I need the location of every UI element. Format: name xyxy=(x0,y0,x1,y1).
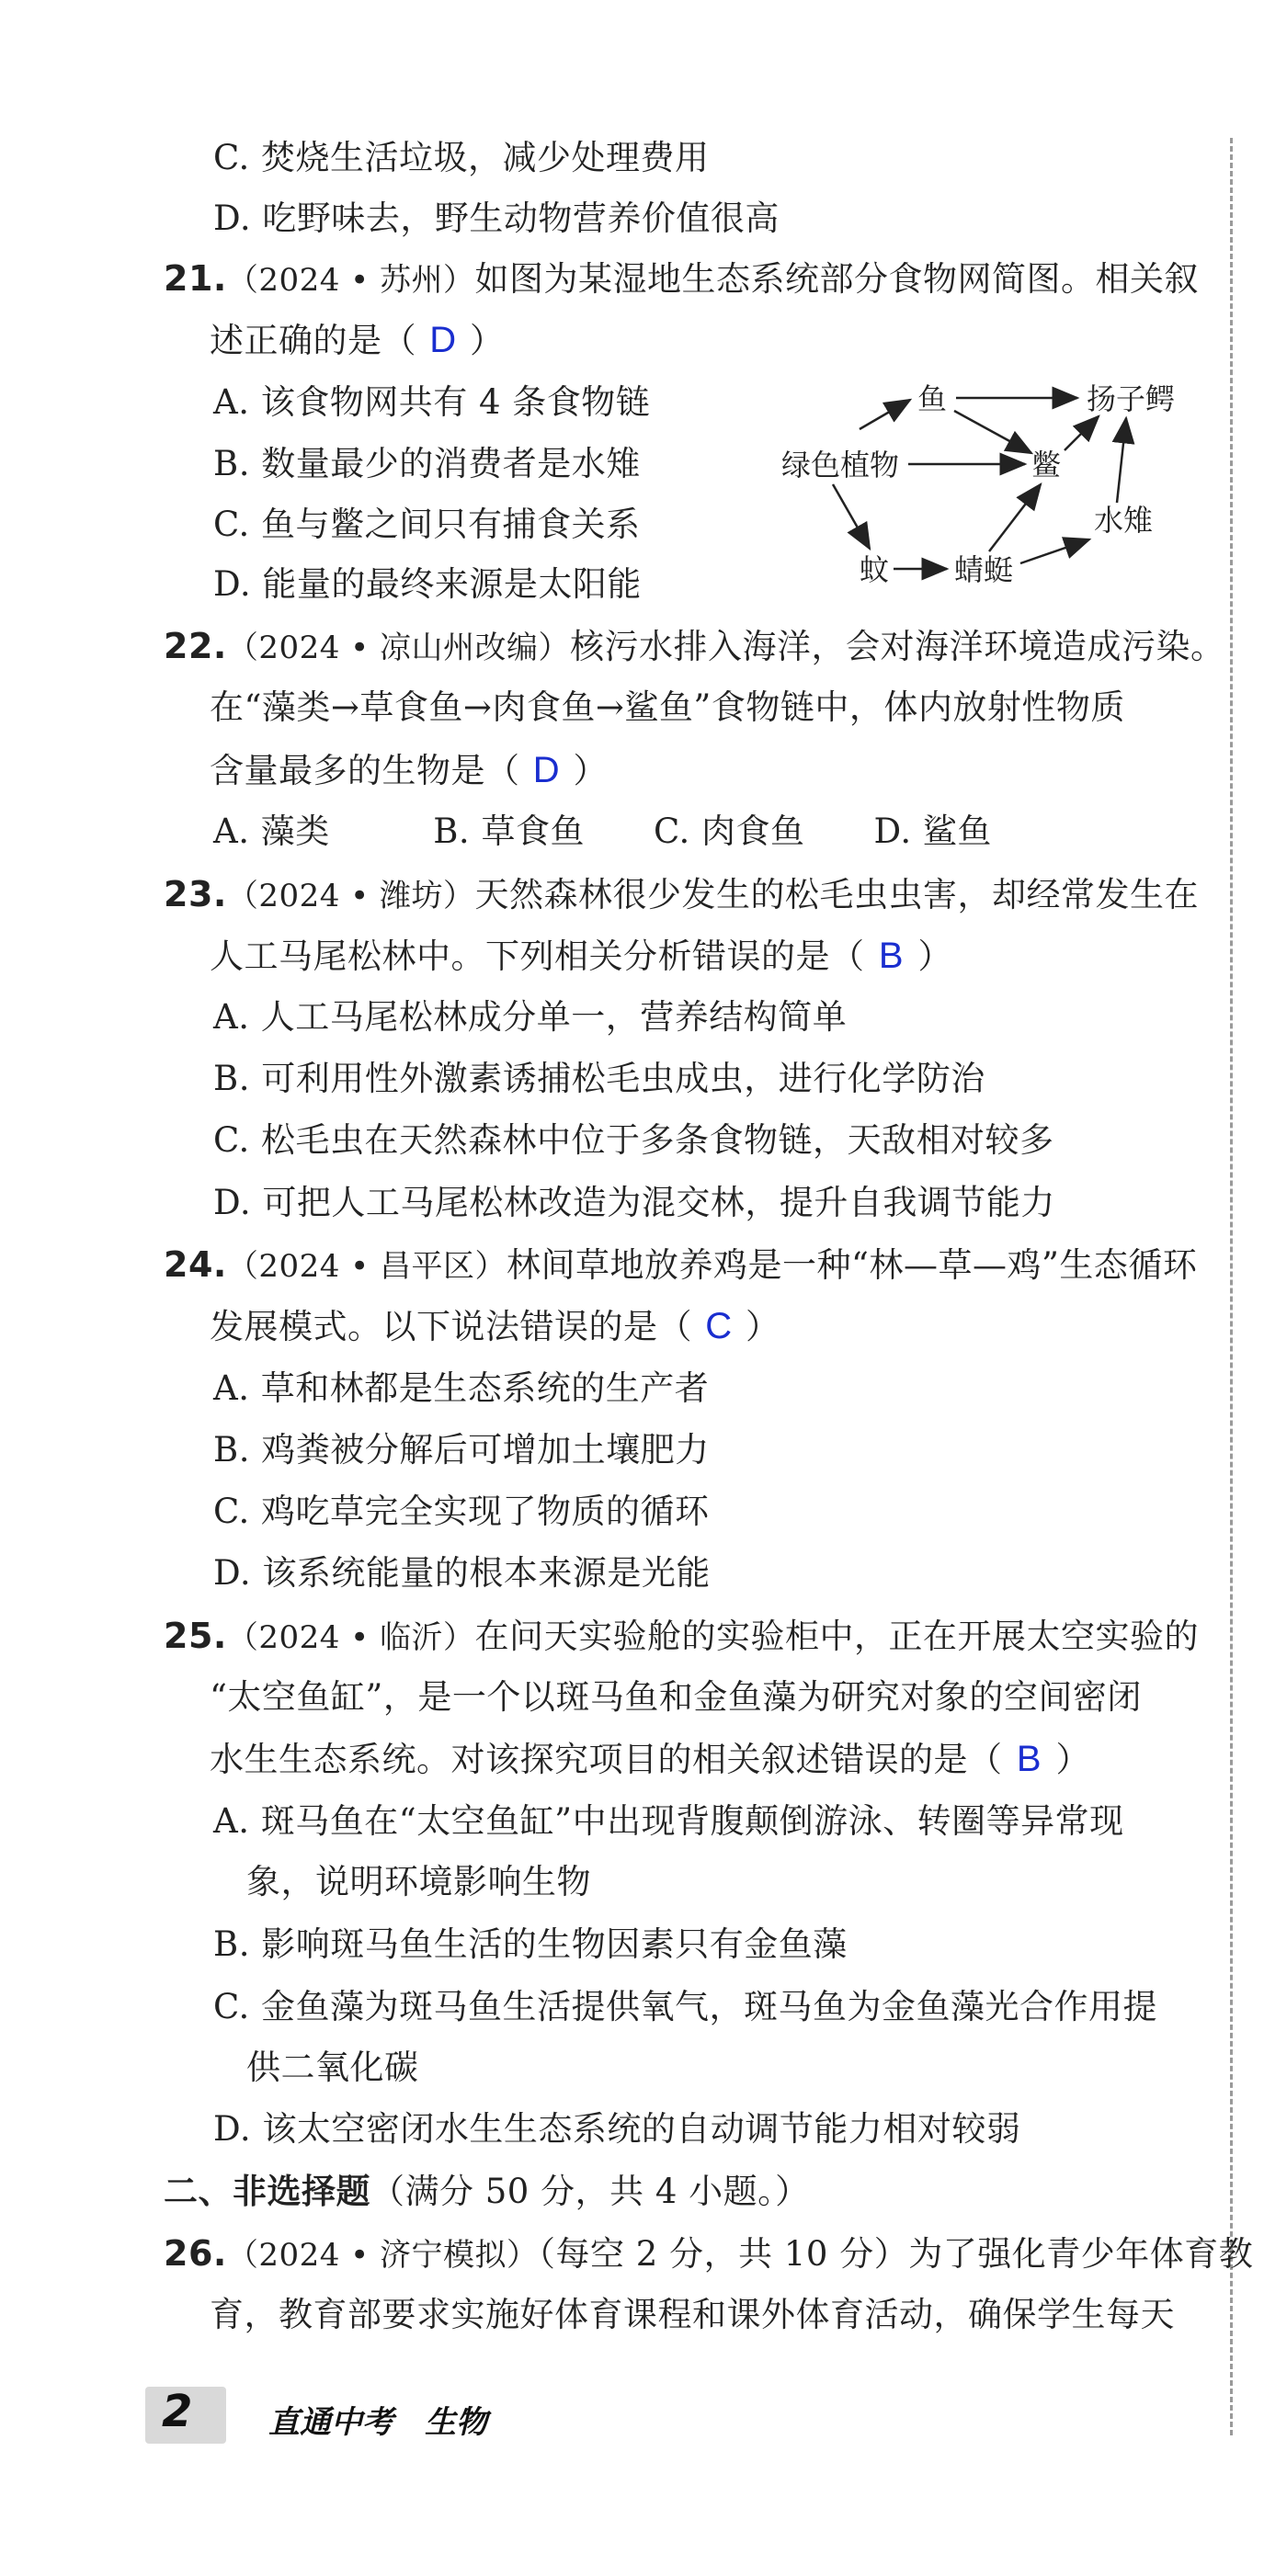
node-turtle: 鳖 xyxy=(1031,448,1062,482)
question-stem-line xyxy=(164,624,1225,670)
line-text: B. 数量最少的消费者是水雉 xyxy=(213,444,641,483)
text-line xyxy=(213,1985,1157,2029)
text-line xyxy=(213,1367,709,1411)
arrow-dragonfly-jacana xyxy=(1020,539,1089,563)
line-text: “太空鱼缸”，是一个以斑马鱼和金鱼藻为研究对象的空间密闭 xyxy=(210,1677,1142,1717)
text-line xyxy=(210,1675,1142,1719)
line-text: B. 影响斑马鱼生活的生物因素只有金鱼藻 xyxy=(213,1924,848,1964)
line-text: D. 该系统能量的根本来源是光能 xyxy=(213,1553,711,1593)
text-line xyxy=(213,442,641,486)
question-number: 22. xyxy=(164,626,227,666)
text-line xyxy=(213,810,992,854)
line-text: 育，教育部要求实施好体育课程和课外体育活动，确保学生每天 xyxy=(210,2295,1175,2334)
text-line xyxy=(213,136,710,180)
text-line xyxy=(213,197,780,241)
line-text: C. 鸡吃草完全实现了物质的循环 xyxy=(213,1492,710,1531)
text-line xyxy=(210,2293,1175,2337)
question-source: （2024 • 临沂） xyxy=(226,1619,475,1656)
line-text: 述正确的是（ xyxy=(210,321,416,360)
text-line xyxy=(213,380,650,425)
line-text: 在“藻类→草食鱼→肉食鱼→鲨鱼”食物链中，体内放射性物质 xyxy=(210,687,1125,727)
line-text: 核污水排入海洋，会对海洋环境造成污染。 xyxy=(570,627,1225,666)
text-line xyxy=(210,1304,780,1349)
handwritten-answer: C xyxy=(705,1306,733,1346)
line-text: D. 吃野味去，野生动物营养价值很高 xyxy=(213,199,780,238)
line-text: B. 鸡粪被分解后可增加土壤肥力 xyxy=(213,1430,710,1470)
question-number: 21. xyxy=(164,258,227,299)
question-source: （2024 • 潍坊） xyxy=(226,878,475,914)
page-number: 2 xyxy=(162,2386,193,2437)
text-line xyxy=(213,1551,711,1595)
food-web-diagram xyxy=(772,372,1232,611)
line-text: D. 该太空密闭水生生态系统的自动调节能力相对较弱 xyxy=(213,2109,1021,2149)
question-number: 26. xyxy=(164,2233,227,2274)
question-number: 24. xyxy=(164,1244,227,1285)
handwritten-answer: D xyxy=(532,750,561,790)
text-line xyxy=(210,748,608,793)
text-line xyxy=(210,1737,1090,1782)
text-line xyxy=(213,503,641,547)
line-text: 含量最多的生物是（ xyxy=(210,751,520,790)
line-text-end: ） xyxy=(470,321,505,360)
text-line xyxy=(213,1799,1124,1844)
text-line xyxy=(213,1181,1055,1225)
arrow-turtle-alligator xyxy=(1065,416,1099,450)
line-text: C. 鱼与鳖之间只有捕食关系 xyxy=(213,505,641,544)
line-text: D. 可把人工马尾松林改造为混交林，提升自我调节能力 xyxy=(213,1183,1055,1222)
line-text: C. 金鱼藻为斑马鱼生活提供氧气，斑马鱼为金鱼藻光合作用提 xyxy=(213,1987,1158,2026)
node-plants: 绿色植物 xyxy=(781,448,900,482)
line-text-end: ） xyxy=(1055,1740,1090,1779)
text-line xyxy=(213,1118,1054,1163)
question-stem-line xyxy=(164,1614,1199,1660)
line-text-end: ） xyxy=(746,1307,780,1346)
text-line xyxy=(213,995,847,1039)
question-source: （2024 • 凉山州改编） xyxy=(226,630,571,666)
question-source: （2024 • 苏州） xyxy=(226,262,475,299)
text-line xyxy=(213,562,642,607)
line-text: 在问天实验舱的实验柜中，正在开展太空实验的 xyxy=(474,1617,1200,1656)
question-stem-line xyxy=(164,2231,1253,2277)
arrow-dragonfly-turtle xyxy=(989,484,1041,551)
line-text: 发展模式。以下说法错误的是（ xyxy=(210,1307,692,1346)
line-text: 象，说明环境影响生物 xyxy=(246,1862,591,1901)
question-source: （2024 • 济宁模拟） xyxy=(226,2237,539,2274)
arrow-jacana-alligator xyxy=(1117,418,1126,503)
section-heading xyxy=(164,2170,810,2214)
footer-title: 直通中考 生物 xyxy=(268,2404,487,2441)
line-text: （每空 2 分，共 10 分）为了强化青少年体育教 xyxy=(538,2234,1254,2274)
question-source: （2024 • 昌平区） xyxy=(226,1248,507,1285)
text-line xyxy=(246,1860,591,1904)
handwritten-answer: B xyxy=(878,936,905,976)
question-stem-line xyxy=(164,872,1199,918)
line-text: C. 焚烧生活垃圾，减少处理费用 xyxy=(213,138,710,177)
line-text: 水生生态系统。对该探究项目的相关叙述错误的是（ xyxy=(210,1740,1003,1779)
line-text: 如图为某湿地生态系统部分食物网简图。相关叙 xyxy=(474,259,1200,299)
node-mosquito: 蚊 xyxy=(860,552,890,587)
question-number: 23. xyxy=(164,874,227,914)
line-text: A. 人工马尾松林成分单一，营养结构简单 xyxy=(213,997,848,1037)
line-text: 供二氧化碳 xyxy=(246,2048,419,2087)
arrow-plants-mosquito xyxy=(833,484,870,549)
text-line xyxy=(213,1923,848,1967)
line-text: 人工马尾松林中。下列相关分析错误的是（ xyxy=(210,936,865,976)
line-text: C. 松毛虫在天然森林中位于多条食物链，天敌相对较多 xyxy=(213,1120,1054,1160)
node-fish: 鱼 xyxy=(917,381,948,416)
handwritten-answer: D xyxy=(429,320,457,360)
line-text: A. 斑马鱼在“太空鱼缸”中出现背腹颠倒游泳、转圈等异常现 xyxy=(213,1801,1124,1841)
line-text: A. 该食物网共有 4 条食物链 xyxy=(213,382,651,422)
line-text: A. 草和林都是生态系统的生产者 xyxy=(213,1368,710,1408)
node-alligator: 扬子鳄 xyxy=(1087,381,1176,416)
question-number: 25. xyxy=(164,1616,227,1656)
line-text: 林间草地放养鸡是一种“林—草—鸡”生态循环 xyxy=(507,1245,1198,1285)
text-line xyxy=(210,934,952,979)
arrow-plants-fish xyxy=(860,400,910,429)
line-text: B. 可利用性外激素诱捕松毛虫成虫，进行化学防治 xyxy=(213,1059,985,1098)
node-jacana: 水雉 xyxy=(1094,503,1154,538)
section-title: 二、非选择题 xyxy=(164,2172,370,2211)
text-line xyxy=(210,318,505,363)
line-text: A. 藻类 B. 草食鱼 C. 肉食鱼 D. 鲨鱼 xyxy=(213,811,992,851)
line-text-end: ） xyxy=(573,751,608,790)
text-line xyxy=(213,1057,985,1101)
line-text: 天然森林很少发生的松毛虫虫害，却经常发生在 xyxy=(474,875,1200,914)
node-dragonfly: 蜻蜓 xyxy=(954,552,1014,587)
line-text: （满分 50 分，共 4 小题。） xyxy=(370,2172,810,2211)
line-text-end: ） xyxy=(917,936,952,976)
text-line xyxy=(213,2107,1020,2151)
text-line xyxy=(213,1428,710,1472)
text-line xyxy=(213,1490,710,1534)
question-stem-line xyxy=(164,1243,1197,1288)
text-line xyxy=(210,686,1125,730)
handwritten-answer: B xyxy=(1016,1739,1042,1779)
question-stem-line xyxy=(164,256,1199,302)
text-line xyxy=(246,2046,419,2090)
line-text: D. 能量的最终来源是太阳能 xyxy=(213,564,642,604)
arrow-fish-turtle xyxy=(954,411,1031,453)
